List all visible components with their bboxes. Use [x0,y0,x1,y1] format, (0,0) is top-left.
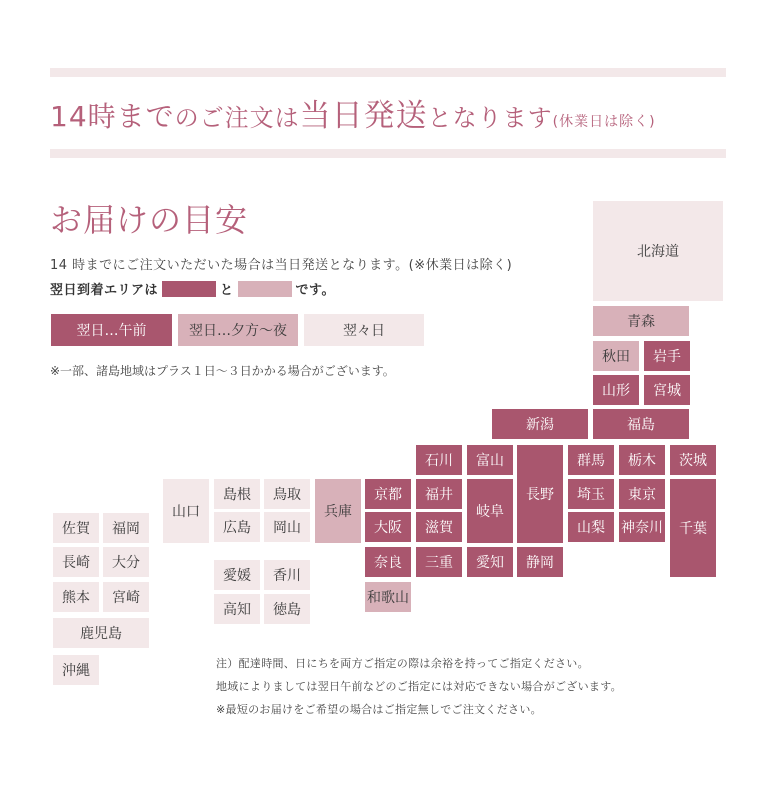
pref-kagoshima: 鹿児島 [53,618,149,648]
headline-becomes: となります [427,104,553,132]
next-day-suffix: です。 [295,283,335,298]
pref-niigata: 新潟 [492,409,588,439]
swatch-dark [162,281,216,297]
pref-fukuoka: 福岡 [103,513,149,543]
footnote-3: ※最短のお届けをご希望の場合はご指定無しでご注文ください。 [216,703,542,716]
pref-nagasaki: 長崎 [53,547,99,577]
pref-ishikawa: 石川 [416,445,462,475]
pref-hokkaido: 北海道 [593,201,723,301]
pref-kochi: 高知 [214,594,260,624]
bottom-divider [50,149,726,158]
pref-tottori: 鳥取 [264,479,310,509]
legend-next-day-evening: 翌日…夕方〜夜 [178,314,298,346]
pref-gunma: 群馬 [568,445,614,475]
next-day-prefix: 翌日到着エリアは [50,283,159,298]
pref-shimane: 島根 [214,479,260,509]
same-day-shipping-headline [50,90,740,135]
pref-shiga: 滋賀 [416,512,462,542]
footnote-2: 地域によりましては翌日午前などのご指定には対応できない場合がございます。 [216,680,622,693]
pref-yamagata: 山形 [593,375,639,405]
pref-ehime: 愛媛 [214,560,260,590]
swatch-mid [238,281,292,297]
pref-nara: 奈良 [365,547,411,577]
pref-tokyo: 東京 [619,479,665,509]
pref-yamanashi: 山梨 [568,512,614,542]
top-divider [50,68,726,77]
pref-kagawa: 香川 [264,560,310,590]
pref-okayama: 岡山 [264,512,310,542]
pref-saitama: 埼玉 [568,479,614,509]
pref-toyama: 富山 [467,445,513,475]
pref-ibaraki: 茨城 [670,445,716,475]
pref-shizuoka: 静岡 [517,547,563,577]
pref-miyagi: 宮城 [644,375,690,405]
pref-gifu: 岐阜 [467,479,513,543]
legend-next-day-morning: 翌日…午前 [51,314,172,346]
pref-chiba: 千葉 [670,479,716,577]
island-note: ※一部、諸島地域はプラス１日〜３日かかる場合がございます。 [50,364,395,378]
pref-oita: 大分 [103,547,149,577]
pref-fukushima: 福島 [593,409,689,439]
pref-mie: 三重 [416,547,462,577]
pref-okinawa: 沖縄 [53,655,99,685]
legend-two-days: 翌々日 [304,314,424,346]
pref-yamaguchi: 山口 [163,479,209,543]
headline-order: のご注文は [174,104,300,132]
next-day-area-text [50,279,335,298]
pref-miyazaki: 宮崎 [103,582,149,612]
pref-osaka: 大阪 [365,512,411,542]
pref-tochigi: 栃木 [619,445,665,475]
delivery-estimate-title: お届けの目安 [50,201,249,239]
headline-time: 14時まで [50,100,175,133]
pref-iwate: 岩手 [644,341,690,371]
pref-wakayama: 和歌山 [365,582,411,612]
next-day-conj: と [220,283,234,298]
intro-text: 14 時までにご注文いただいた場合は当日発送となります。(※休業日は除く) [50,258,513,273]
footnote-1: 注）配達時間、日にちを両方ご指定の際は余裕を持ってご指定ください。 [216,657,589,670]
pref-hiroshima: 広島 [214,512,260,542]
pref-akita: 秋田 [593,341,639,371]
pref-aichi: 愛知 [467,547,513,577]
pref-saga: 佐賀 [53,513,99,543]
headline-same-day: 当日発送 [299,98,428,134]
pref-kyoto: 京都 [365,479,411,509]
pref-fukui: 福井 [416,479,462,509]
pref-kanagawa: 神奈川 [619,512,665,542]
pref-aomori: 青森 [593,306,689,336]
headline-holiday-note: (休業日は除く) [552,114,656,130]
pref-nagano: 長野 [517,445,563,543]
pref-kumamoto: 熊本 [53,582,99,612]
pref-hyogo: 兵庫 [315,479,361,543]
pref-tokushima: 徳島 [264,594,310,624]
